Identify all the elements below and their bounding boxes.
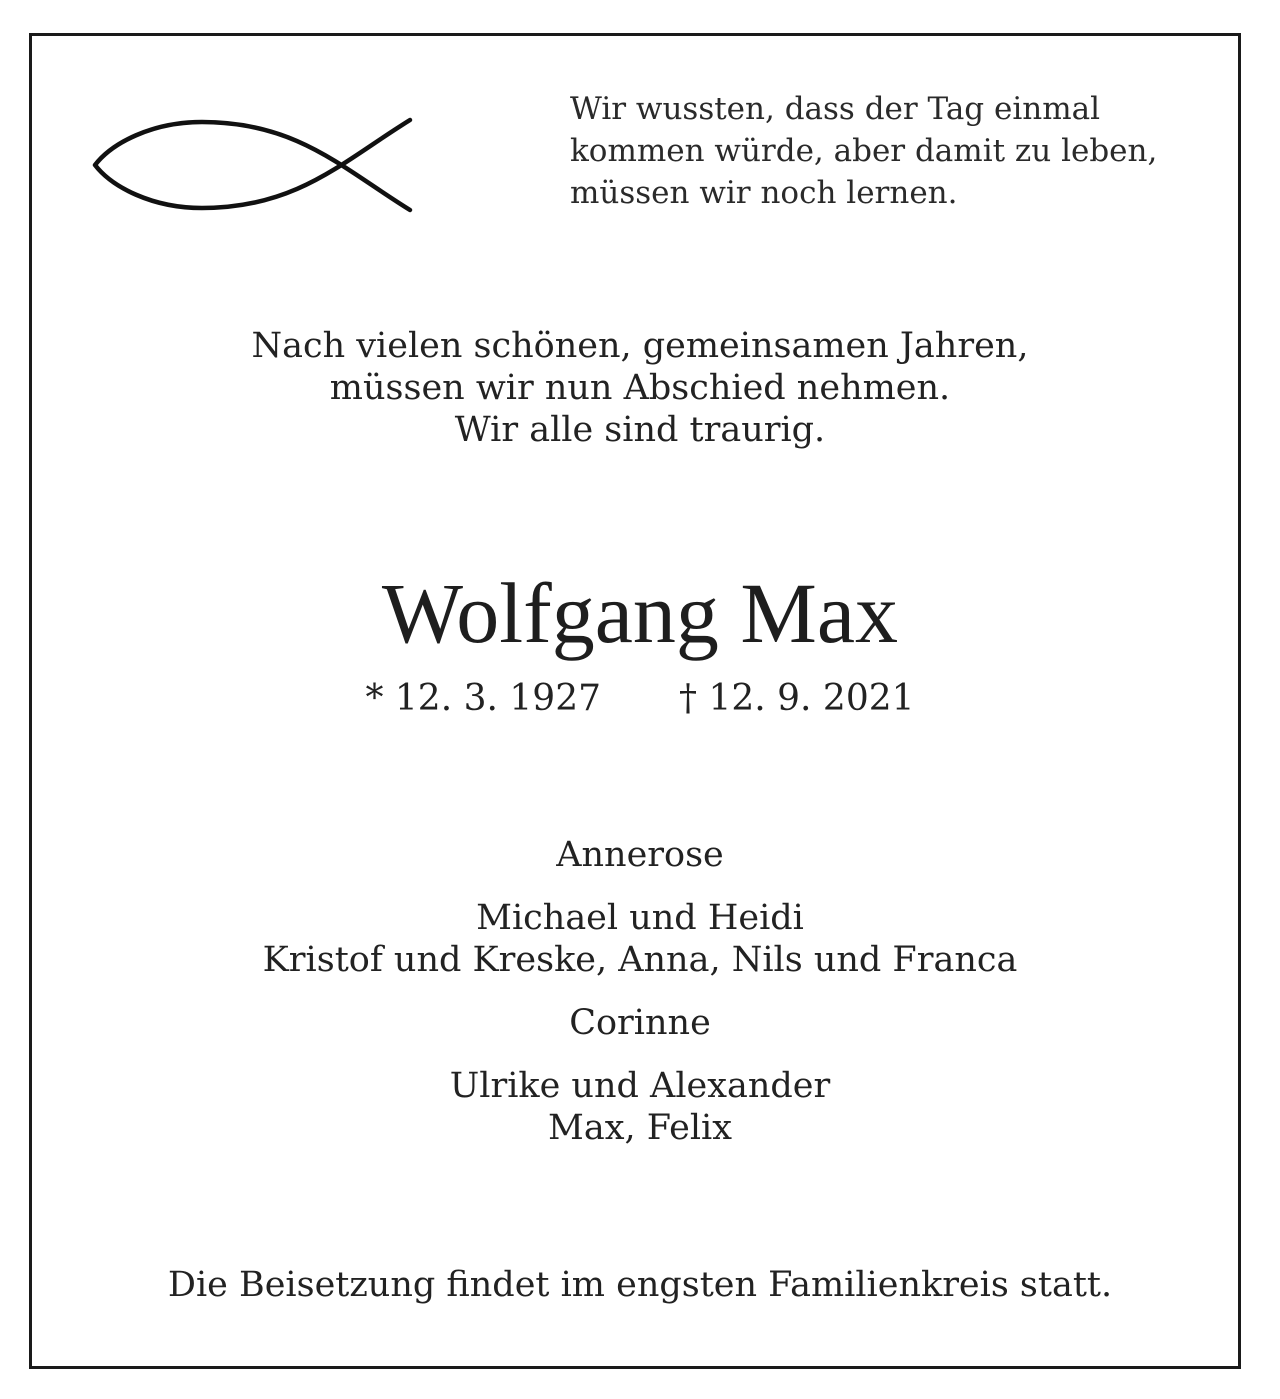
ichthys-fish-icon: [92, 112, 414, 218]
family-group: [0, 897, 1280, 981]
intro-line: müssen wir nun Abschied nehmen.: [329, 368, 951, 408]
birth-date: * 12. 3. 1927: [365, 678, 601, 719]
deceased-name: Wolfgang Max: [381, 565, 899, 661]
family-member-line: Corinne: [569, 1003, 711, 1043]
quote-line: kommen würde, aber damit zu leben,: [570, 133, 1158, 169]
intro-text: [0, 325, 1280, 451]
quote-text: [570, 88, 1230, 214]
quote-line: müssen wir noch lernen.: [570, 175, 958, 211]
funeral-note: Die Beisetzung findet im engsten Familienkreis statt.: [167, 1265, 1113, 1305]
intro-line: Nach vielen schönen, gemeinsamen Jahren,: [251, 326, 1029, 366]
quote-line: Wir wussten, dass der Tag einmal: [570, 91, 1101, 127]
family-member-line: Kristof und Kreske, Anna, Nils und Franca: [262, 940, 1018, 980]
intro-line: Wir alle sind traurig.: [454, 410, 826, 450]
death-date: † 12. 9. 2021: [679, 678, 915, 719]
family-member-line: Max, Felix: [548, 1108, 732, 1148]
family-list: [0, 834, 1280, 1170]
family-group: [0, 834, 1280, 876]
family-group: [0, 1065, 1280, 1149]
family-member-line: Michael und Heidi: [476, 898, 804, 938]
life-dates: [0, 676, 1280, 722]
family-member-line: Annerose: [556, 835, 724, 875]
family-member-line: Ulrike und Alexander: [449, 1066, 831, 1106]
family-group: [0, 1002, 1280, 1044]
